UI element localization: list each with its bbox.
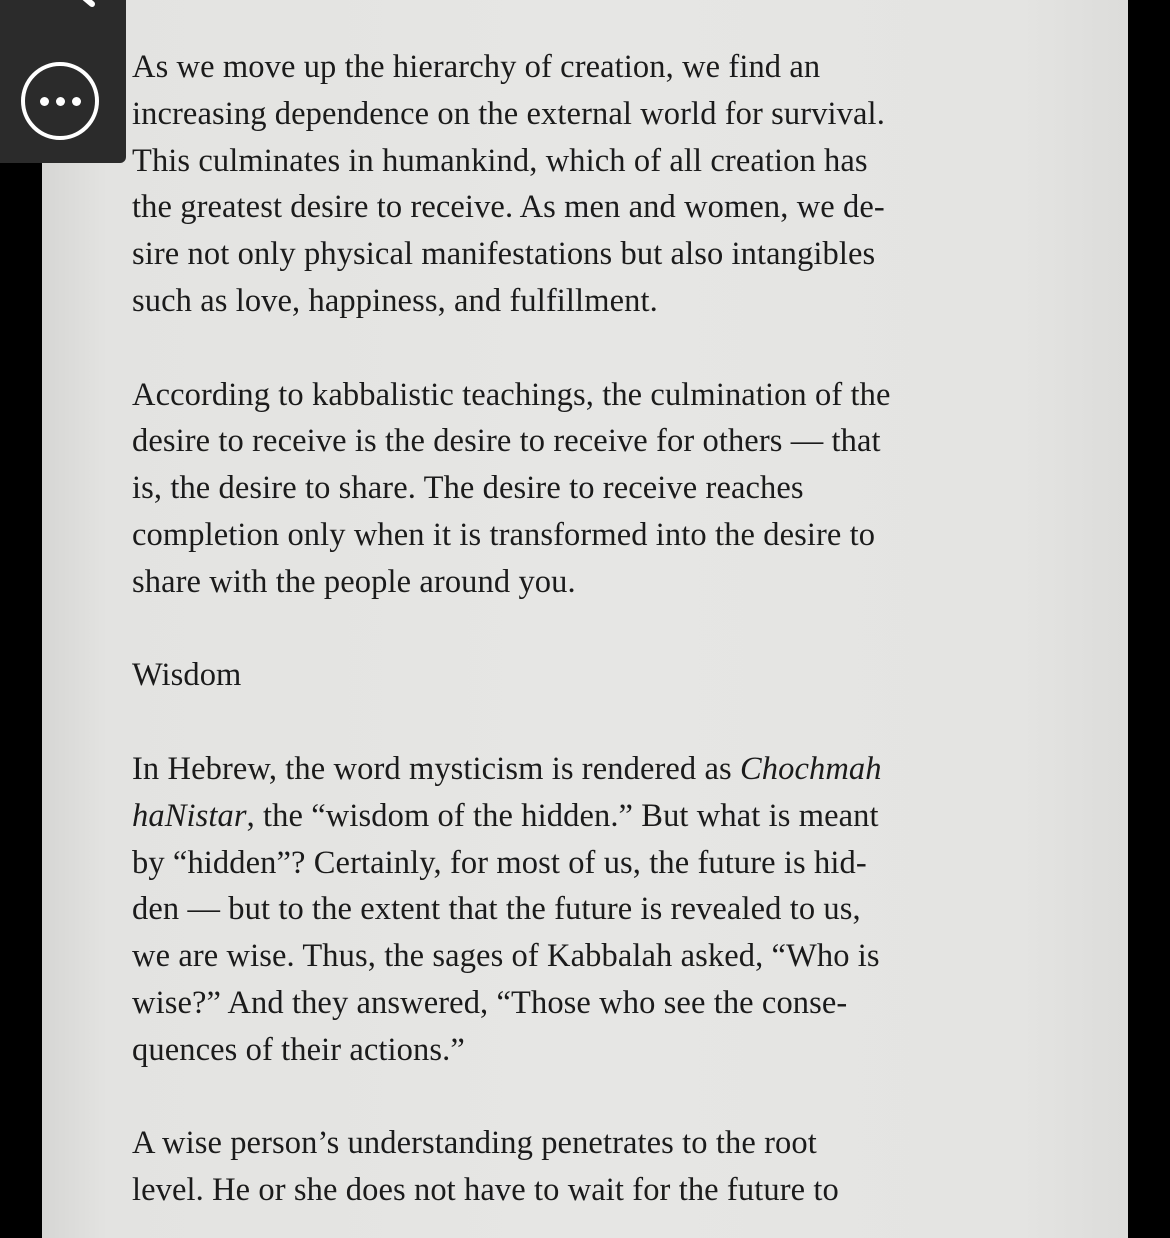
more-options-button[interactable] [21, 62, 99, 140]
paragraph-3-line-2: haNistar, the “wisdom of the hidden.” But what is meant [132, 797, 879, 834]
paragraph-3-line-1: In Hebrew, the word mysticism is rendered as Chochmah [132, 750, 882, 787]
paragraph-2-line: desire to receive is the desire to receive for others — that [132, 423, 881, 460]
paragraph-3-line: wise?” And they answered, “Those who see the conse- [132, 984, 848, 1021]
more-horizontal-icon [40, 97, 49, 106]
paragraph-3-line: we are wise. Thus, the sages of Kabbalah asked, “Who is [132, 938, 880, 975]
paragraph-3-line: quences of their actions.” [132, 1031, 465, 1068]
paragraph-1-line: This culminates in humankind, which of all creation has [132, 142, 868, 179]
more-horizontal-icon [72, 97, 81, 106]
overlay-toolbar [0, 0, 126, 163]
page-text [132, 44, 992, 1238]
paragraph-1-line: sire not only physical manifestations but also intangibles [132, 236, 876, 273]
paragraph-4 [132, 1120, 992, 1214]
paragraph-3-line: by “hidden”? Certainly, for most of us, the future is hid- [132, 844, 867, 881]
paragraph-1 [132, 44, 992, 325]
paragraph-3 [132, 746, 992, 1074]
more-horizontal-icon [56, 97, 65, 106]
italic-term: Chochmah [740, 750, 882, 787]
paragraph-1-line: increasing dependence on the external world for survival. [132, 95, 885, 132]
book-page[interactable] [42, 0, 1128, 1238]
back-arrow-icon[interactable] [62, 0, 102, 10]
paragraph-4-line: level. He or she does not have to wait for the future to [132, 1172, 839, 1209]
paragraph-2-line: is, the desire to share. The desire to receive reaches [132, 470, 804, 507]
italic-term: haNistar [132, 797, 247, 834]
paragraph-1-line: the greatest desire to receive. As men and women, we de- [132, 189, 885, 226]
paragraph-2-line: According to kabbalistic teachings, the culmination of the [132, 376, 891, 413]
paragraph-1-line: such as love, happiness, and fulfillment. [132, 282, 658, 319]
paragraph-4-line: A wise person’s understanding penetrates to the root [132, 1125, 817, 1162]
paragraph-2-line: completion only when it is transformed into the desire to [132, 516, 876, 553]
paragraph-1-line: As we move up the hierarchy of creation, we find an [132, 49, 821, 85]
paragraph-2-line: share with the people around you. [132, 563, 576, 600]
paragraph-2 [132, 372, 992, 606]
section-heading: Wisdom [132, 657, 242, 694]
paragraph-3-line: den — but to the extent that the future is revealed to us, [132, 891, 861, 928]
